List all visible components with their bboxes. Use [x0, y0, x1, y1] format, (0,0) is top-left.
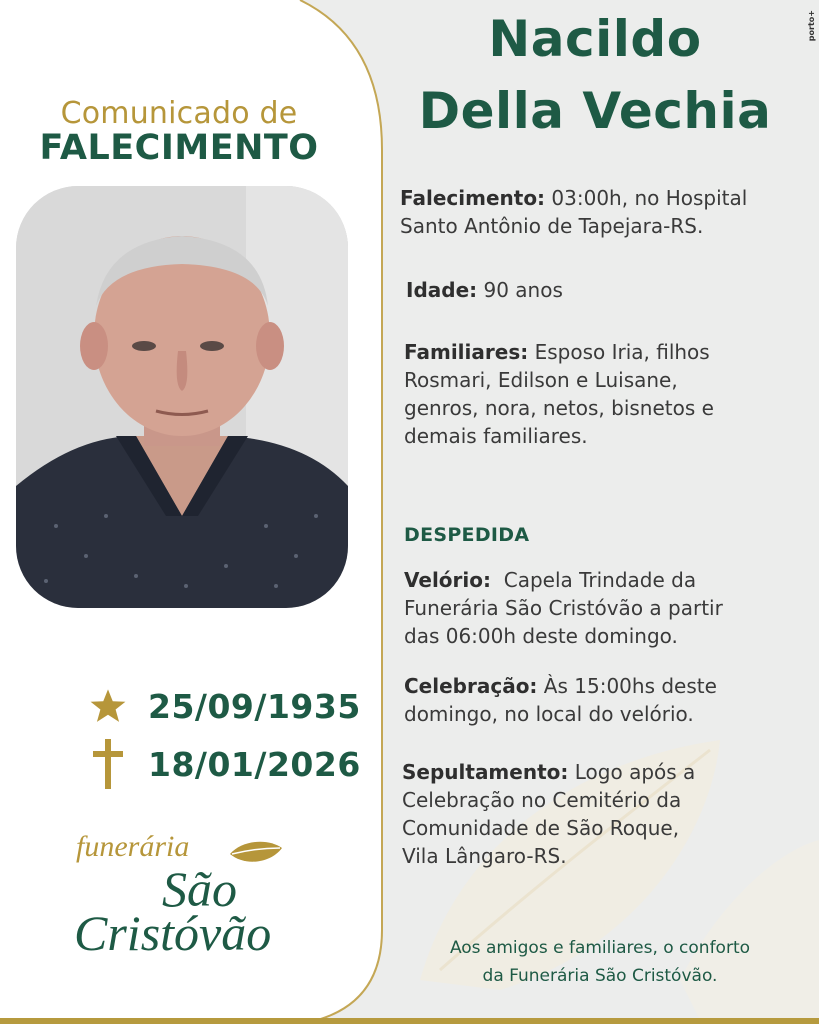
- logo-word-cristovao: Cristóvão: [74, 905, 272, 961]
- celebracao-line2: domingo, no local do velório.: [404, 702, 694, 726]
- velorio-block: [404, 566, 723, 650]
- birth-date-row: [88, 682, 361, 730]
- closing-line2: da Funerária São Cristóvão.: [482, 966, 718, 986]
- sepultamento-line4: Vila Lângaro-RS.: [402, 844, 567, 868]
- celebracao-block: [404, 672, 717, 728]
- velorio-line3: das 06:00h deste domingo.: [404, 624, 678, 648]
- deceased-name-line1: Nacildo: [488, 10, 702, 68]
- celebracao-line1: Às 15:00hs deste: [537, 674, 717, 698]
- deceased-name-line2: Della Vechia: [418, 82, 772, 140]
- closing-message: [390, 934, 810, 990]
- falecimento-line2: Santo Antônio de Tapejara-RS.: [400, 214, 704, 238]
- familiares-block: [404, 338, 714, 450]
- sepultamento-label: Sepultamento:: [402, 760, 569, 784]
- familiares-line2: Rosmari, Edilson e Luisane,: [404, 368, 678, 392]
- star-icon: [88, 682, 128, 730]
- falecimento-block: [400, 184, 747, 240]
- header-subtitle: Comunicado de: [60, 96, 298, 131]
- idade-value: 90 anos: [477, 278, 563, 302]
- familiares-line1: Esposo Iria, filhos: [528, 340, 710, 364]
- funeraria-logo: [70, 826, 310, 966]
- portrait-photo: [16, 186, 348, 608]
- birth-date: 25/09/1935: [148, 686, 361, 726]
- falecimento-line1: 03:00h, no Hospital: [545, 186, 748, 210]
- logo-word-sao: São: [162, 861, 237, 917]
- cross-icon: [88, 740, 128, 788]
- familiares-line3: genros, nora, netos, bisnetos e: [404, 396, 714, 420]
- sepultamento-line1: Logo após a: [568, 760, 696, 784]
- header-title: FALECIMENTO: [39, 128, 319, 168]
- familiares-line4: demais familiares.: [404, 424, 588, 448]
- celebracao-label: Celebração:: [404, 674, 538, 698]
- despedida-title: DESPEDIDA: [404, 524, 530, 546]
- velorio-label: Velório:: [404, 568, 492, 592]
- logo-word-funeraria: funerária: [76, 830, 190, 863]
- familiares-label: Familiares:: [404, 340, 529, 364]
- idade-block: [406, 276, 563, 304]
- sepultamento-line2: Celebração no Cemitério da: [402, 788, 682, 812]
- sepultamento-block: [402, 758, 695, 870]
- idade-label: Idade:: [406, 278, 478, 302]
- falecimento-label: Falecimento:: [400, 186, 546, 210]
- porto-watermark: porto+: [807, 10, 816, 42]
- bottom-rule: [0, 1018, 819, 1024]
- closing-line1: Aos amigos e familiares, o conforto: [449, 938, 751, 958]
- sepultamento-line3: Comunidade de São Roque,: [402, 816, 680, 840]
- death-date: 18/01/2026: [148, 744, 361, 784]
- death-date-row: [88, 740, 361, 788]
- velorio-line2: Funerária São Cristóvão a partir: [404, 596, 723, 620]
- velorio-line1: Capela Trindade da: [491, 568, 697, 592]
